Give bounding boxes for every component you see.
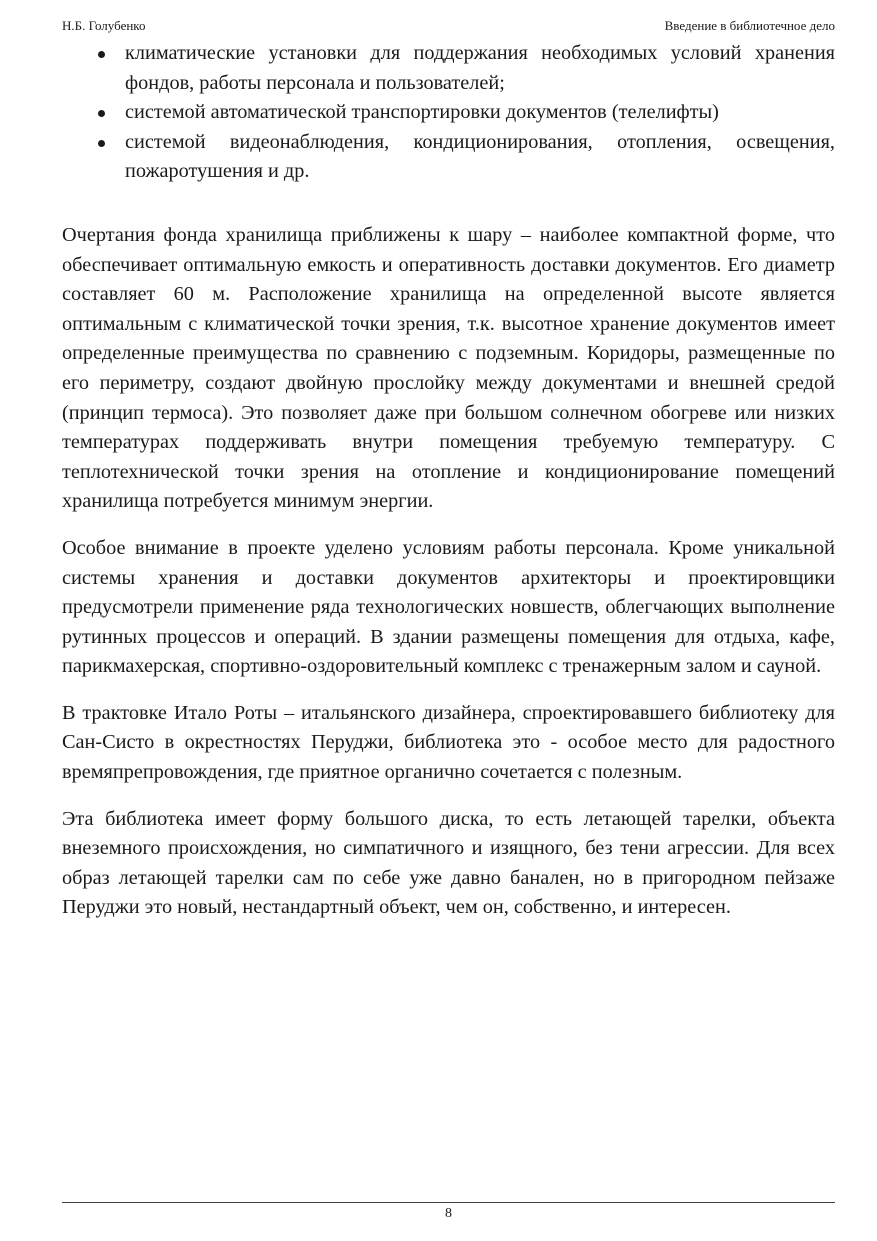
- bullet-list: [62, 39, 835, 187]
- list-item: [125, 98, 835, 128]
- list-item: [125, 39, 835, 98]
- bullet-icon: [98, 110, 105, 117]
- paragraph-storage-shape: Очертания фонда хранилища приближены к шару – наиболее компактной форме, что обеспечивает оптимальную емкость и оперативность доставки документов. Его диаметр составляет 60 м. Расположение хранилища на определенной высоте является оптимальным с климатической точки зрения, т.к. высотное хранение документов имеет определенные преимущества по сравнению с подземным. Коридоры, размещенные по его периметру, создают двойную прослойку между документами и внешней средой (принцип термоса). Это позволяет даже при большом солнечном обогреве или низких температурах поддерживать внутри помещения требуемую температуру. С теплотехнической точки зрения на отопление и кондиционирование помещений хранилища потребуется минимум энергии.: [62, 223, 835, 513]
- bullet-icon: [98, 140, 105, 147]
- page-body: [62, 39, 835, 923]
- list-item-text: климатические установки для поддержания необходимых условий хранения фондов, работы персонала и пользователей;: [125, 42, 835, 94]
- paragraph-flying-saucer: Эта библиотека имеет форму большого диска, то есть летающей тарелки, объекта внеземного происхождения, но симпатичного и изящного, без тени агрессии. Для всех образ летающей тарелки сам по себе уже давно банален, но в пригородном пейзаже Перуджи это новый, нестандартный объект, чем он, собственно, и интересен.: [62, 807, 835, 919]
- running-header: [62, 16, 835, 36]
- list-item-text: системой автоматической транспортировки документов (телелифты): [125, 101, 719, 124]
- footer-divider: [62, 1202, 835, 1203]
- paragraph-staff-conditions: Особое внимание в проекте уделено условиям работы персонала. Кроме уникальной системы хранения и доставки документов архитекторы и проектировщики предусмотрели применение ряда технологических новшеств, облегчающих выполнение рутинных процессов и операций. В здании размещены помещения для отдыха, кафе, парикмахерская, спортивно-оздоровительный комплекс с тренажерным залом и сауной.: [62, 536, 835, 678]
- list-item: [125, 128, 835, 187]
- header-title: Введение в библиотечное дело: [664, 18, 835, 33]
- page-number: 8: [445, 1206, 452, 1221]
- bullet-icon: [98, 51, 105, 58]
- list-item-text: системой видеонаблюдения, кондиционирования, отопления, освещения, пожаротушения и др.: [125, 130, 835, 183]
- paragraph-italo-rota: В трактовке Итало Роты – итальянского дизайнера, спроектировавшего библиотеку для Сан-Систо в окрестностях Перуджи, библиотека это - особое место для радостного времяпрепровождения, где приятное органично сочетается с полезным.: [62, 701, 835, 784]
- header-author: Н.Б. Голубенко: [62, 18, 146, 33]
